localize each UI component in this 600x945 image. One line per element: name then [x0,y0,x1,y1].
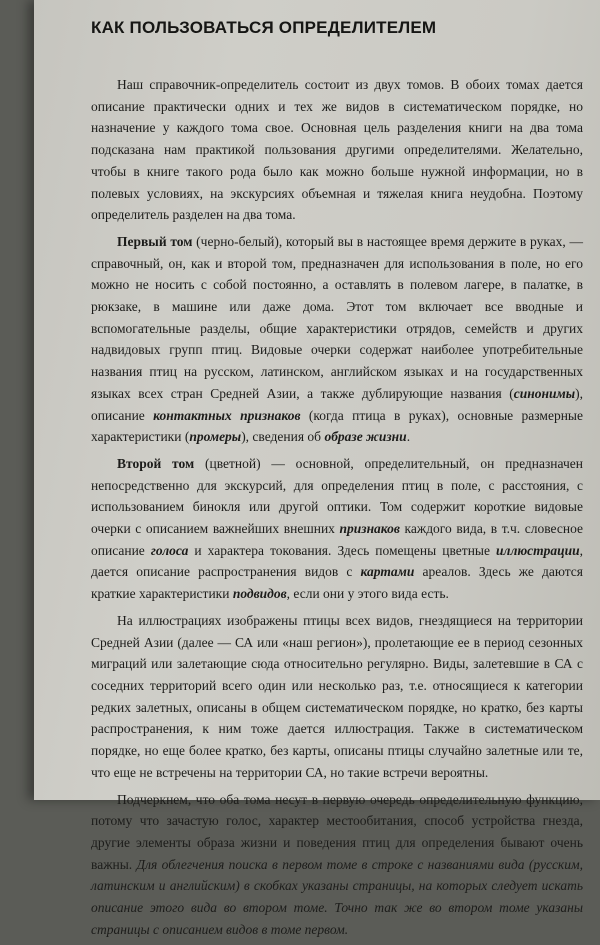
first-volume-text-5: . [406,429,411,445]
first-volume-text-3: (когда птица в руках), основные размерные характеристики ( [91,407,583,445]
search-hint-text: Для облегчения поиска в первом томе в строке с названиями вида (русским, латинским и английским) в скобках указаны страницы, на которых следует искать описание этого вида во втором томе. Точно так же во втором томе указаны страницы с описанием видов в томе первом. [91,856,583,937]
measurements-term: промеры [189,429,242,445]
intro-text: Наш справочник-определитель состоит из двух томов. В обоих томах дается описание практически одних и тех же видов в систематическом порядке, но назначение у каждого тома свое. Основная цель разделения книги на два тома подсказана нам практикой пользования другими определителями. Желательно, чтобы в книге такого рода было как можно больше нужной информации, но в полевых условиях, на экскурсиях объемная и тяжелая книга неудобна. Поэтому определитель разделен на два тома. [91,77,583,223]
book-page [34,0,600,937]
second-volume-text-2: каждого вида, в т.ч. словесное описание [91,521,583,558]
subspecies-term: подвидов [232,586,287,602]
first-volume-text-4: ), сведения об [241,429,325,445]
second-volume-term: Второй том [117,455,195,471]
second-volume-text-3: и характера токования. Здесь помещены цветные [188,542,497,558]
lifestyle-term: образе жизни [324,429,407,445]
second-volume-paragraph [91,453,583,605]
emphasis-paragraph [91,789,583,941]
illustrations-text: На иллюстрациях изображены птицы всех видов, гнездящиеся на территории Средней Азии (далее — СА или «наш регион»), пролетающие ее в период сезонных миграций или залетающие сюда относительно регулярно. Виды, залетевшие в СА с соседних территорий всего один или несколько раз, т.е. относящиеся к категории редких залетных, описаны в общем систематическом порядке, но кратко, без карты распространения, к ним тоже дается иллюстрация. Также в систематическом порядке, но еще более кратко, без карты, описаны птицы случайно залетные или те, что еще не встречены на территории СА, но такие встречи вероятны. [91,612,583,780]
page-title: КАК ПОЛЬЗОВАТЬСЯ ОПРЕДЕЛИТЕЛЕМ [91,18,437,37]
illustrations-paragraph [91,610,583,784]
emphasis-text: Подчеркнем, что оба тома несут в первую очередь определительную функцию, потому что зачастую голос, характер местообитания, способ устройства гнезда, другие элементы образа жизни и поведения птиц для определения бывают очень важны. [91,791,583,872]
synonyms-term: синонимы [513,385,576,401]
second-volume-text-4: , дается описание распространения видов с [91,542,583,580]
first-volume-term: Первый том [117,233,193,249]
intro-paragraph [91,74,583,226]
page-content [91,18,583,945]
second-volume-text-5: ареалов. Здесь же даются краткие характеристики [91,564,583,602]
second-volume-text-6: , если они у этого вида есть. [286,586,449,602]
first-volume-paragraph [91,231,583,448]
second-volume-text-1: (цветной) — основной, определительный, он предназначен непосредственно для экскурсий, для определения птиц в поле, с расстояния, с использованием бинокля или другой оптики. Том содержит короткие видовые очерки с описанием важнейших внешних [91,455,583,537]
illustrations-term: иллюстрации [496,542,580,558]
maps-term: картами [360,564,415,580]
features-term: признаков [339,521,400,537]
voice-term: голоса [150,542,189,558]
contact-features-term: контактных признаков [153,407,301,423]
first-volume-text-1: (черно-белый), который вы в настоящее время держите в руках, — справочный, он, как и второй том, предназначен для использования в поле, но его можно не носить с собой постоянно, а оставлять в полевом лагере, в палатке, в рюкзаке, в машине или даже дома. Этот том включает все вводные и вспомогательные разделы, общие характеристики отрядов, семейств и других надвидовых групп птиц. Видовые очерки содержат наиболее употребительные названия птиц на русском, латинском, английском языках и на государственных языках всех стран Средней Азии, а также дублирующие названия ( [91,233,583,401]
first-volume-text-2: ), описание [91,385,583,423]
